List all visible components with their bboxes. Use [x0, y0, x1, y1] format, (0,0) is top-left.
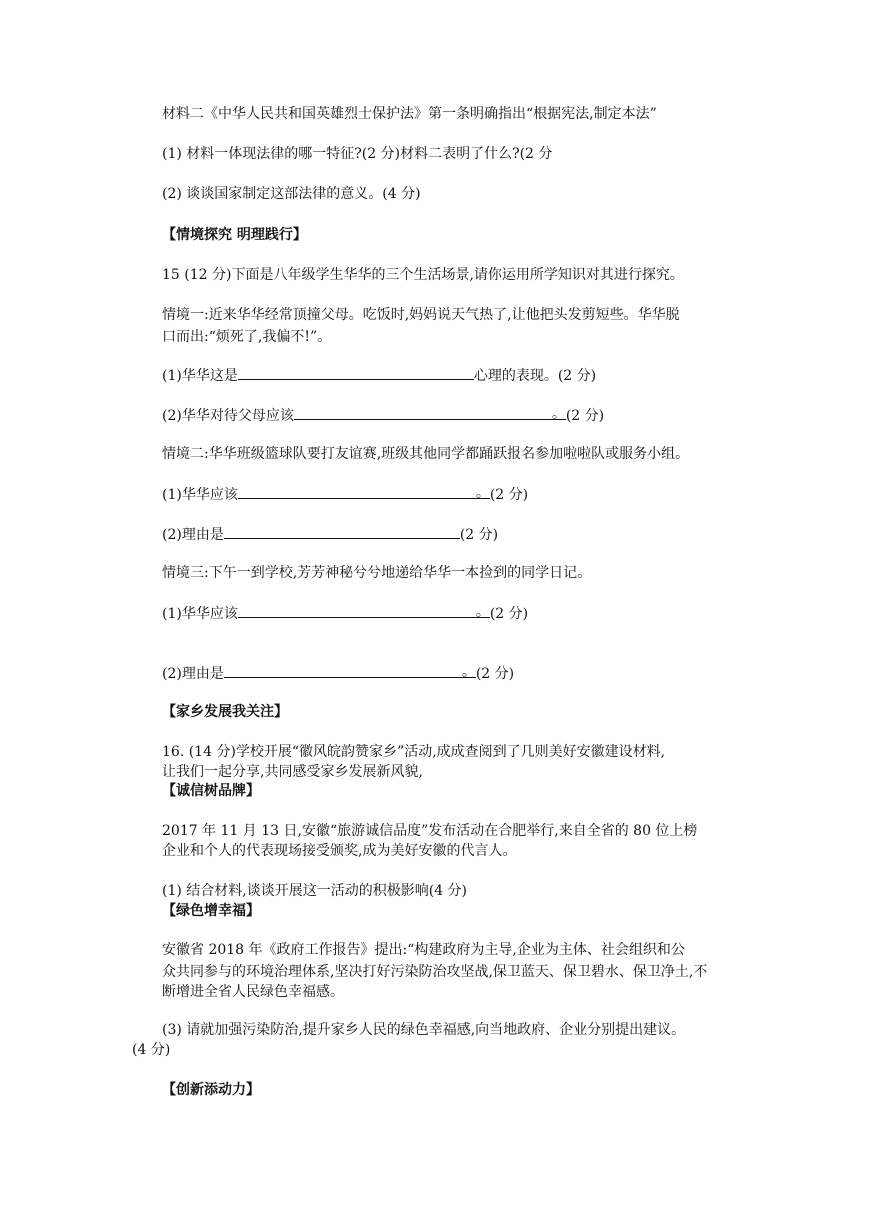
section-heading-scenario: 【情境探究 明理践行】	[162, 227, 307, 243]
scenario-1-text-b: 口而出:“烦死了,我偏不!”。	[162, 329, 332, 345]
section-heading-integrity: 【诚信树品牌】	[162, 783, 260, 799]
material-two-text: 材料二《中华人民共和国英雄烈士保护法》第一条明确指出“根据宪法,制定本法”	[162, 106, 657, 122]
scenario-2-question-1: (1)华华应该 。 (2 分)	[162, 485, 529, 503]
question-16-1-text: (1) 结合材料,谈谈开展这一活动的积极影响(4 分)	[162, 883, 468, 899]
answer-blank[interactable]: 。	[224, 662, 476, 678]
question-16-text-a: 16. (14 分)学校开展“徽风皖韵赞家乡”活动,成成查阅到了几则美好安徽建设材料,	[162, 744, 666, 760]
scenario-3-question-1: (1)华华应该 。 (2 分)	[162, 604, 529, 622]
scenario-3-text: 情境三:下午一到学校,芳芳神秘兮兮地递给华华一本捡到的同学日记。	[162, 565, 592, 581]
question-16-3-text-b: (4 分)	[132, 1042, 171, 1058]
question-16-text-b: 让我们一起分享,共同感受家乡发展新风貌,	[162, 764, 423, 780]
green-material-c: 断增进全省人民绿色幸福感。	[162, 984, 344, 1000]
question-15-intro: 15 (12 分)下面是八年级学生华华的三个生活场景,请你运用所学知识对其进行探究。	[162, 267, 684, 283]
answer-blank[interactable]	[238, 364, 474, 380]
answer-blank[interactable]: 。	[238, 483, 490, 499]
section-heading-hometown: 【家乡发展我关注】	[162, 704, 288, 720]
question-2-text: (2) 谈谈国家制定这部法律的意义。(4 分)	[162, 186, 421, 202]
integrity-material-b: 企业和个人的代表现场接受颁奖,成为美好安徽的代言人。	[162, 843, 517, 859]
section-heading-innovation: 【创新添动力】	[162, 1082, 260, 1098]
section-heading-green: 【绿色增幸福】	[162, 903, 260, 919]
integrity-material-a: 2017 年 11 月 13 日,安徽“旅游诚信品度”发布活动在合肥举行,来自全省的 80 位上榜	[162, 823, 698, 839]
scenario-3-question-2: (2)理由是 。 (2 分)	[162, 664, 515, 682]
scenario-1-text-a: 情境一:近来华华经常顶撞父母。吃饭时,妈妈说天气热了,让他把头发剪短些。华华脱	[162, 307, 680, 323]
answer-blank[interactable]: 。	[294, 404, 566, 420]
scenario-1-question-2: (2)华华对待父母应该 。 (2 分)	[162, 406, 605, 424]
green-material-b: 众共同参与的环境治理体系,坚决打好污染防治攻坚战,保卫蓝天、保卫碧水、保卫净土,不	[162, 964, 708, 980]
answer-blank[interactable]	[224, 523, 460, 539]
scenario-1-question-1: (1)华华这是 心理的表现。(2 分)	[162, 364, 739, 386]
scenario-2-question-2: (2)理由是 (2 分)	[162, 523, 739, 545]
question-1-text: (1) 材料一体现法律的哪一特征?(2 分)材料二表明了什么?(2 分	[162, 146, 553, 162]
question-16-3-text-a: (3) 请就加强污染防治,提升家乡人民的绿色幸福感,向当地政府、企业分别提出建议。	[162, 1022, 686, 1038]
scenario-2-text: 情境二:华华班级篮球队要打友谊赛,班级其他同学都踊跃报名参加啦啦队或服务小组。	[162, 446, 690, 462]
answer-blank[interactable]: 。	[238, 602, 490, 618]
green-material-a: 安徽省 2018 年《政府工作报告》提出:“构建政府为主导,企业为主体、社会组织和公	[162, 942, 685, 958]
